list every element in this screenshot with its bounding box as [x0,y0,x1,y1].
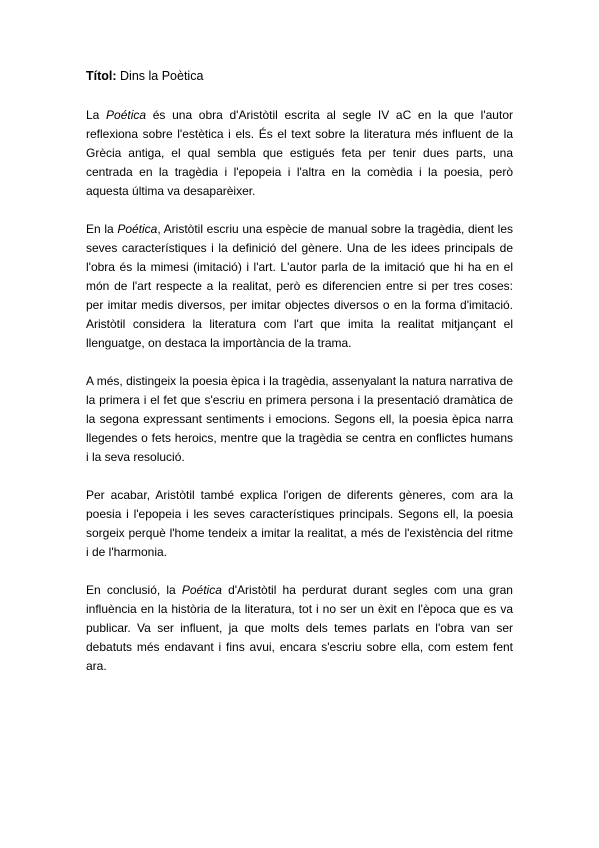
title-text: Dins la Poètica [116,69,204,83]
paragraph-text: En la [86,222,118,236]
paragraph-origins: Per acabar, Aristòtil també explica l'origen de diferents gèneres, com ara la poesia i l'epopeia i les seves característiques principals. Segons ell, la poesia sorgeix perquè l'home tendeix a imitar la realitat, a més de l'existència del ritme i de l'harmonia. [86,488,513,559]
paragraph-conclusion [86,581,513,676]
work-title: Poética [117,222,158,236]
work-title: Poética [181,583,222,597]
paragraph-intro [86,106,513,201]
paragraph-content [86,220,513,353]
paragraph-genres: A més, distingeix la poesia èpica i la tragèdia, assenyalant la natura narrativa de la primera i el fet que s'escriu en primera persona i la presentació dramàtica de la segona expressant sentiments i emocions. Segons ell, la poesia èpica narra llegendes o fets heroics, mentre que la tragèdia se centra en conflictes humans i la seva resolució. [86,374,513,464]
paragraph-text: és una obra d'Aristòtil escrita al segle IV aC en la que l'autor reflexiona sobre l'estètica i els. És el text sobre la literatura més influent de la Grècia antiga, el qual sembla que estigués feta per tenir dues parts, una centrada en la tragèdia i l'epopeia i l'altra en la comèdia i la poesia, però aquesta última va desaparèixer. [86,108,513,198]
document-title [86,67,513,86]
paragraph-text: , Aristòtil escriu una espècie de manual sobre la tragèdia, dient les seves característiques i la definició del gènere. Una de les idees principals de l'obra és la mimesi (imitació) i l'art. L'autor parla de la imitació que hi ha en el món de l'art respecte a la realitat, però es diferencien entre si per tres coses: per imitar medis diversos, per imitar objectes diversos o en la forma d'imitació. Aristòtil considera la literatura com l'art que imita la realitat mitjançant el llenguatge, on destaca la importància de la trama. [86,222,514,350]
paragraph-text: d'Aristòtil ha perdurat durant segles com una gran influència en la història de la literatura, tot i no ser un èxit en l'època que es va publicar. Va ser influent, ja que molts dels temes parlats en l'obra van ser debatuts més endavant i fins avui, encara s'escriu sobre ella, com estem fent ara. [86,583,513,673]
paragraph-text: La [86,108,107,122]
title-label: Títol: [86,69,117,83]
paragraph-text: En conclusió, la [86,583,182,597]
work-title: Poética [106,108,147,122]
